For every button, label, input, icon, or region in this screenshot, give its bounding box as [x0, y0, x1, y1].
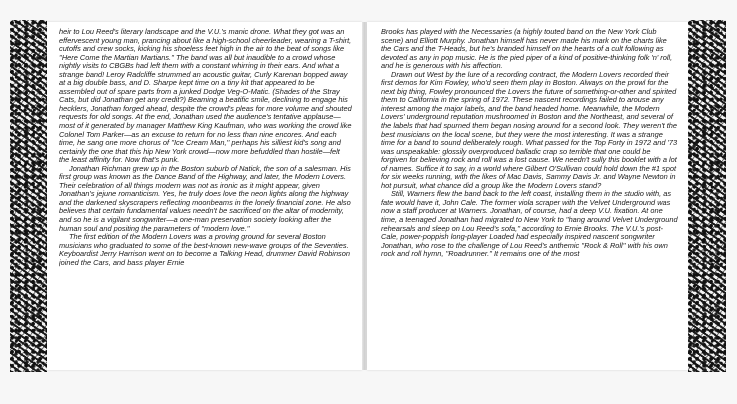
paragraph: Brooks has played with the Necessaries (a highly touted band on the New York Club scene) and Elliott Murphy. Jonathan himself has never made his mark on the charts like the Cars and the T-Heads, but he's branded himself on the hearts of a cult following as devoted as any in pop music. He is the pied piper of a kind of positive-thinking folk 'n' roll, and he is generous with his affection.	[381, 28, 673, 71]
paragraph: Jonathan Richman grew up in the Boston suburb of Natick, the son of a salesman. His first group was known as the Dance Band of the Highway, and later, the Modern Lovers. Their celebration of all things modern was not as ironic as it might appear, given Jonathan's jejune romanticism. Yes, he truly does love the neon lights along the highway and the darkened skyscrapers reflecting moonbeams in the lonely financial zone. He also believes that certain fundamental values needn't be sacrificed on the altar of modernity, and so he is a vigilant songwriter—a one-man preservation society looking after the human soul and positing the parameters of ''modern love.''	[59, 163, 351, 233]
paragraph: Drawn out West by the lure of a recording contract, the Modern Lovers recorded their first demos for Kim Fowley, who'd seen them play in Boston. Always on the prowl for the next big thing, Fowley pronounced the Lovers the future of something-or-other and spirited them to California in the spring of 1972. These nascent recordings failed to arouse any interest among the major labels, and the band headed home. Meanwhile, the Modern Lovers' underground reputation mushroomed in Boston and the Northeast, and several of the labels that had spurned them began nosing around for a second look. They weren't the best musicians on the local scene, but they were the most interesting. It was a strange time for a band to sound deliberately rough. What passed for the Top Forty in 1972 and '73 was unspeakable: glossily overproduced balladic crap so terrible that one could be forgiven for believing rock and roll was a lost cause. We needn't sully this booklet with a lot of names. Suffice it to say, in a world where Gilbert O'Sullivan could hold down the #1 spot for six weeks running, with the likes of Mac Davis, Sammy Davis Jr. and Wayne Newton in hot pursuit, what chance did a group like the Modern Lovers stand?	[381, 69, 678, 190]
paragraph: Still, Warners flew the band back to the left coast, installing them in the studio with, as fate would have it, John Cale. The former viola scraper with the Velvet Underground was now a staff producer at Warners. Jonathan, of course, had a deep V.U. fixation. At one time, a teenaged Jonathan had migrated to New York to ''hang around Velvet Underground rehearsals and sleep on Lou Reed's sofa,'' according to Ernie Brooks. The V.U.'s post-Cale, power-poppish long-player Loaded had especially inspired nascent songwriter Jonathan, who rose to the challenge of Lou Reed's anthemic ''Rock & Roll'' with his own rock and roll hymn, ''Roadrunner.'' It remains one of the most	[381, 189, 678, 259]
left-page-text	[59, 28, 352, 364]
right-pattern-border	[688, 20, 726, 372]
right-page	[367, 22, 688, 370]
paragraph: The first edition of the Modern Lovers was a proving ground for several Boston musicians who graduated to some of the best-known new-wave groups of the Seventies. Keyboardist Jerry Harrison went on to become a Talking Head, drummer David Robinson joined the Cars, and bass player Ernie	[59, 232, 350, 267]
left-pattern-border	[10, 20, 47, 372]
right-page-text	[381, 28, 678, 364]
left-page	[47, 22, 362, 370]
paragraph: heir to Lou Reed's literary landscape and the V.U.'s manic drone. What they got was an effervescent young man, prancing about like a high-school cheerleader, wearing a T-shirt, cutoffs and crew socks, kicking his shoeless feet high in the air to the beat of songs like ''Here Come the Martian Martians.'' The band was all but inaudible to a crowd whose nightly visits to CBGBs had left them with a constant whirring in their ears. And what a strange band! Leroy Radcliffe strummed an acoustic guitar, Curly Karenan bopped away at a big double bass, and D. Sharpe kept time on a tiny kit that appeared to be assembled out of spare parts from a junked Dodge Veg-O-Matic. (Shades of the Stray Cats, but did Jonathan get any credit?) Beaming a beatific smile, declining to engage his hecklers, Jonathan forged ahead, despite the crowd's pleas for more volume and shouted requests for old songs. At the end, Jonathan used the audience's tentative applause—most of it generated by manager Matthew King Kaufman, who was working the crowd like Colonel Tom Parker—as an excuse to return for no less than nine encores. And each time, he sang one more chorus of ''Ice Cream Man,'' perhaps his silliest kid's song and certainly the one that this hip New York crowd—now more befuddled than hostile—felt the least affinity for. Now that's punk.	[59, 28, 352, 165]
